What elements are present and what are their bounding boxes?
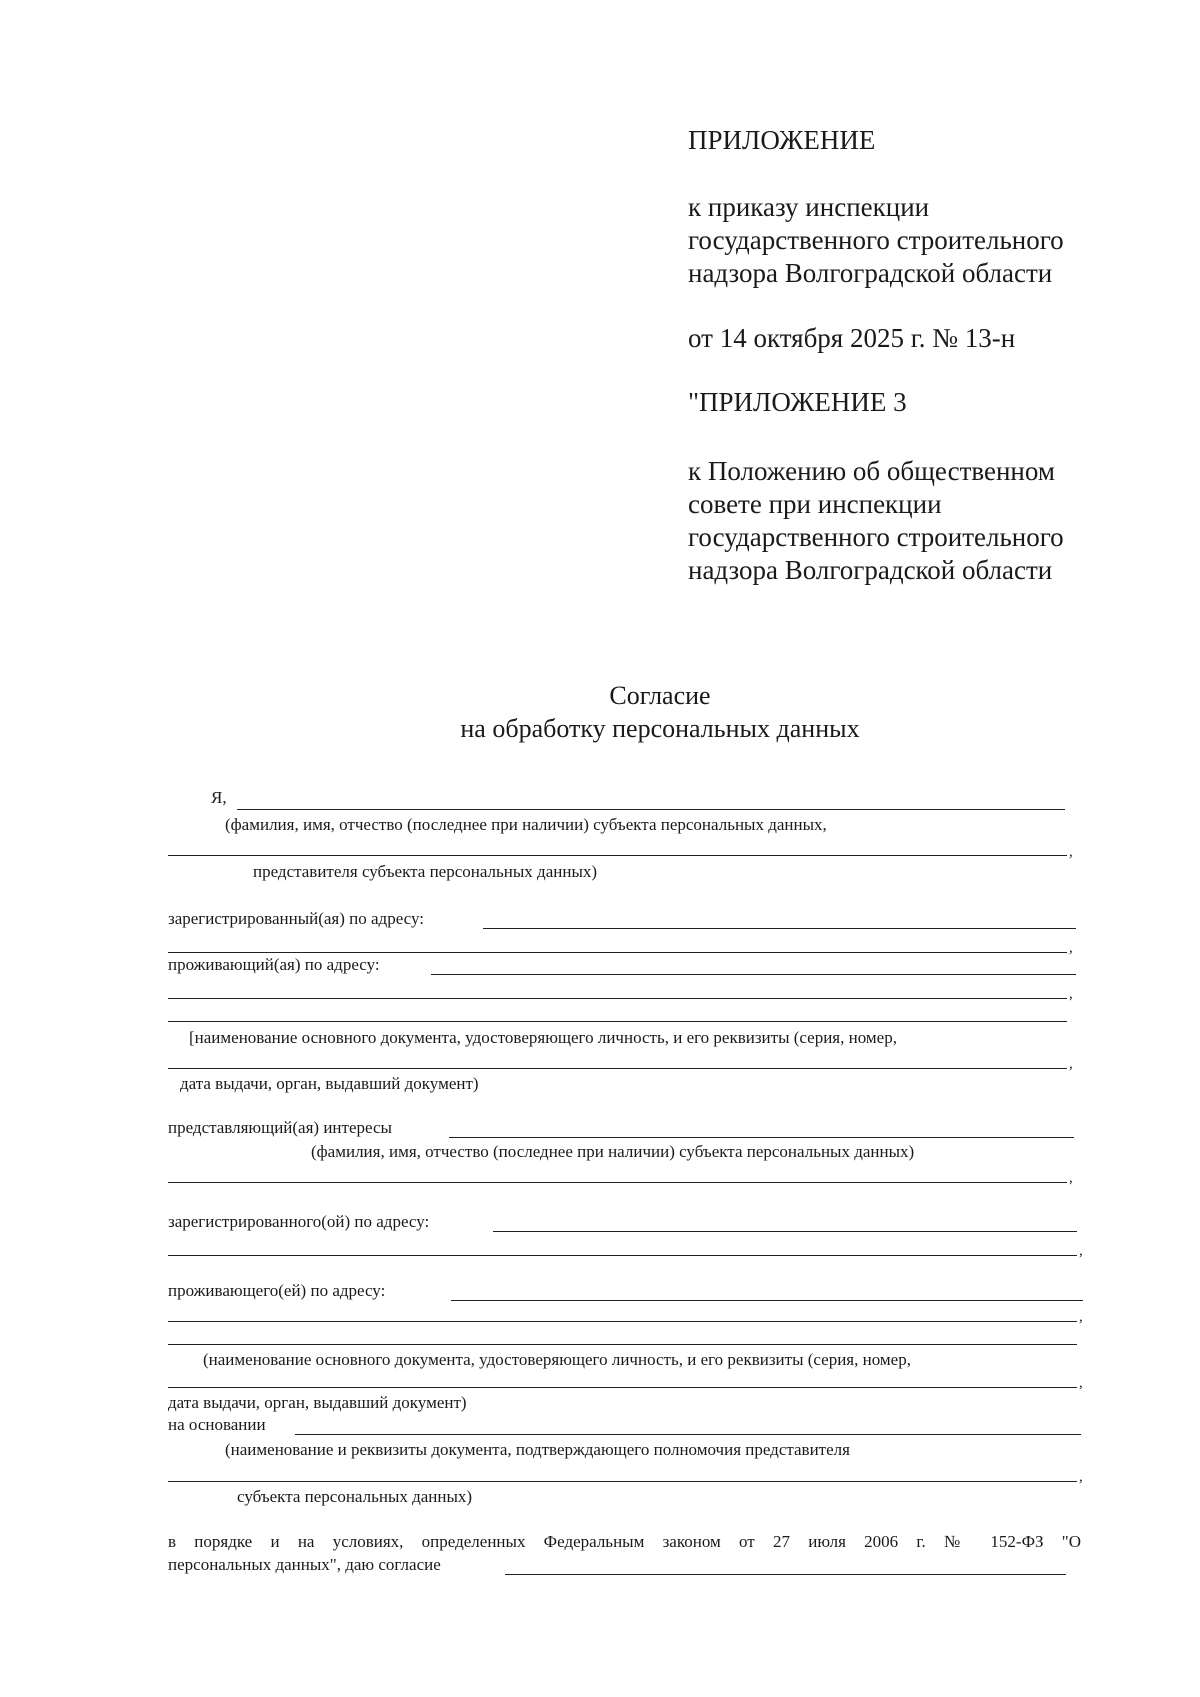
appendix3-heading: "ПРИЛОЖЕНИЕ 3 [688,387,907,417]
hint-identity-document: [наименование основного документа, удостоверяющего личность, и его реквизиты (серия, номер, [189,1028,897,1047]
hint-authority: (наименование и реквизиты документа, подтверждающего полномочия представителя [225,1440,850,1459]
comma: , [1079,1469,1083,1485]
fio-continuation-field[interactable] [168,855,1067,856]
regulation-line: надзора Волгоградской области [688,555,1053,585]
comma: , [1069,1056,1073,1072]
comma: , [1069,1170,1073,1186]
hint-identity-document-cont: дата выдачи, орган, выдавший документ) [180,1074,479,1093]
living2-label: проживающего(ей) по адресу: [168,1281,386,1300]
order-line: государственного строительного [688,225,1064,255]
registered-address-field[interactable] [483,928,1076,929]
living2-address-field-2[interactable] [168,1321,1077,1322]
identity-document-field-2[interactable] [168,1068,1067,1069]
identity-document-field[interactable] [168,1021,1067,1022]
law-statement-line2: персональных данных", даю согласие [168,1555,441,1574]
hint-fio-subject: (фамилия, имя, отчество (последнее при наличии) субъекта персональных данных, [225,815,827,834]
registered-label: зарегистрированный(ая) по адресу: [168,909,424,928]
basis-document-field-2[interactable] [168,1481,1077,1482]
order-date: от 14 октября 2025 г. № 13-н [688,323,1016,353]
living-address-field-2[interactable] [168,998,1067,999]
fio-subject-field[interactable] [237,809,1065,810]
represented-fio-field-2[interactable] [168,1182,1067,1183]
hint-identity-document2-cont: дата выдачи, орган, выдавший документ) [168,1393,467,1412]
consent-field[interactable] [505,1574,1066,1575]
document-title: Согласие [609,681,711,710]
registered2-address-field-2[interactable] [168,1255,1077,1256]
comma: , [1069,844,1073,860]
regulation-line: государственного строительного [688,522,1064,552]
ya-label: Я, [211,788,227,807]
hint-authority-cont: субъекта персональных данных) [237,1487,473,1506]
basis-label: на основании [168,1415,266,1434]
hint-representative: представителя субъекта персональных данных) [253,862,598,881]
registered-address-field-2[interactable] [168,952,1067,953]
comma: , [1069,940,1073,956]
regulation-line: к Положению об общественном [688,456,1055,486]
comma: , [1079,1309,1083,1325]
appendix-heading: ПРИЛОЖЕНИЕ [688,125,876,155]
living2-address-field[interactable] [451,1300,1083,1301]
order-line: к приказу инспекции [688,192,930,222]
document-subtitle: на обработку персональных данных [460,714,860,743]
registered2-address-field[interactable] [493,1231,1077,1232]
registered2-label: зарегистрированного(ой) по адресу: [168,1212,430,1231]
comma: , [1069,986,1073,1002]
comma: , [1079,1375,1083,1391]
identity-document2-field-2[interactable] [168,1387,1077,1388]
regulation-line: совете при инспекции [688,489,942,519]
living-address-field[interactable] [431,974,1076,975]
representing-label: представляющий(ая) интересы [168,1118,392,1137]
hint-identity-document2: (наименование основного документа, удостоверяющего личность, и его реквизиты (серия, номер, [203,1350,911,1369]
order-line: надзора Волгоградской области [688,258,1053,288]
hint-fio-subject2: (фамилия, имя, отчество (последнее при наличии) субъекта персональных данных) [311,1142,915,1161]
comma: , [1079,1243,1083,1259]
basis-document-field[interactable] [295,1434,1081,1435]
living-label: проживающий(ая) по адресу: [168,955,380,974]
identity-document2-field[interactable] [168,1344,1077,1345]
law-statement-line1: в порядке и на условиях, определенных Федеральным законом от 27 июля 2006 г. № 152-ФЗ "О [168,1532,1081,1551]
represented-fio-field[interactable] [449,1137,1074,1138]
